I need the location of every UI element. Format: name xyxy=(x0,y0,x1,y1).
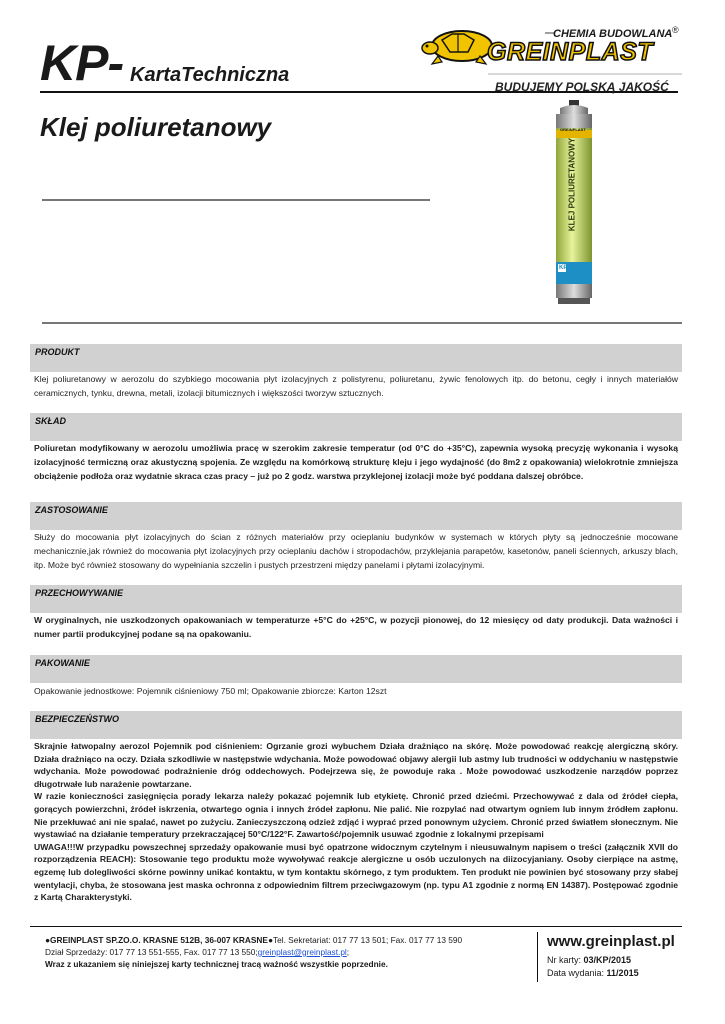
header-bottom-divider xyxy=(42,322,682,324)
product-title: Klej poliuretanowy xyxy=(40,112,272,142)
sales-suffix: ; xyxy=(346,947,350,957)
issue-date-value: 11/2015 xyxy=(606,968,639,978)
can-badge: KP xyxy=(559,265,568,271)
section-bar-bezpieczenstwo xyxy=(30,711,682,739)
section-bar-produkt xyxy=(30,344,682,372)
kp-code: KP- xyxy=(40,35,124,91)
section-heading-zastosowanie: ZASTOSOWANIE xyxy=(35,505,108,515)
footer-address-line xyxy=(45,934,462,946)
safety-paragraph-hazards: Skrajnie łatwopalny aerozol Pojemnik pod ciśnieniem: Ogrzanie grozi wybuchem Działa drażniąco na skórę. Może powodować reakcję alergiczną skóry. Działa drażniąco na oczy. Działa szkodliwie w następstwie wdychania. Może powodować objawy alergii lub astmy lub trudności w oddychaniu w następstwie wdychania. Może powodować podrażnienie dróg oddechowych. Podejrzewa się, że powoduje raka . Może powodować uszkodzenie narządów poprzez długotrwałe lub narażenie powtarzane. xyxy=(34,741,678,789)
card-number xyxy=(547,954,631,966)
brand-name: GREINPLAST xyxy=(487,38,654,66)
registered-mark: ® xyxy=(672,25,679,35)
can-label-text: KLEJ POLIURETANOWY xyxy=(567,137,577,232)
company-address: ●GREINPLAST SP.ZO.O. KRASNE 512B, 36-007 KRASNE● xyxy=(45,935,273,945)
section-text-bezpieczenstwo xyxy=(34,740,678,904)
section-bar-pakowanie xyxy=(30,655,682,683)
title-underline xyxy=(42,199,430,201)
safety-paragraph-precautions: W razie konieczności zasięgnięcia porady lekarza należy pokazać pojemnik lub etykietę. Chronić przed dziećmi. Przechowywać z dala od źródeł ciepła, gorących powierzchni, źródeł iskrzenia, otwartego ognia i innych źródeł zapłonu. Nie palić. Nie rozpylać nad otwartym ogniem lub innym źródłem zapłonu. Nie przekłuwać ani nie spalać, nawet po zużyciu. Zanieczyszczoną odzież zdjąć i wyprać przed ponownym użyciem. Chronić przed światłem słonecznym. Nie wystawiać na działanie temperatury przekraczającej 50°C/122°F. Zawartość/pojemnik usuwać zgodnie z lokalnymi przepisami xyxy=(34,791,678,840)
section-text-produkt: Klej poliuretanowy w aerozolu do szybkiego mocowania płyt izolacyjnych z polistyrenu, poliuretanu, żywic fenolowych itp. do betonu, cegły i innych materiałów ceramicznych, tynku, drewna, metali, izolacji bitumicznych i większości tworzyw sztucznych. xyxy=(34,374,678,398)
section-text-sklad: Poliuretan modyfikowany w aerozolu umożliwia pracę w szerokim zakresie temperatur (od 0°C do +35°C), zapewnia wysoką precyzję wykonania i wysoką izolacyjność termiczną oraz akustyczną spojenia. Ze względu na komórkową strukturę kleju i jego wydajność (do 8m2 z opakowania) wielokrotnie zmniejsza obciążenie podłoża oraz wydatnie skraca czas pracy – już po 2 godz. warstwa przyklejonej izolacji może być poddana dalszej obróbce. xyxy=(34,443,678,481)
brand-slogan: BUDUJEMY POLSKĄ JAKOŚĆ xyxy=(495,80,669,94)
footer-sales-line xyxy=(45,946,349,958)
issue-date-label: Data wydania: xyxy=(547,968,607,978)
section-heading-pakowanie: PAKOWANIE xyxy=(35,658,90,668)
footer-column-divider xyxy=(537,932,538,982)
can-brand-text: GREINPLAST xyxy=(560,127,586,132)
section-bar-zastosowanie xyxy=(30,502,682,530)
section-heading-sklad: SKŁAD xyxy=(35,416,66,426)
document-type: KartaTechniczna xyxy=(130,64,290,86)
section-text-pakowanie: Opakowanie jednostkowe: Pojemnik ciśnieniowy 750 ml; Opakowanie zbiorcze: Karton 12szt xyxy=(34,686,387,696)
website-link[interactable]: www.greinplast.pl xyxy=(547,933,675,950)
card-number-value: 03/KP/2015 xyxy=(583,955,632,965)
footer-validity-note: Wraz z ukazaniem się niniejszej karty technicznej tracą ważność wszystkie poprzednie. xyxy=(45,959,388,969)
company-phones: Tel. Sekretariat: 017 77 13 501; Fax. 017 77 13 590 xyxy=(272,935,463,945)
section-heading-przechowywanie: PRZECHOWYWANIE xyxy=(35,588,124,598)
email-link[interactable]: greinplast@greinplast.pl xyxy=(257,947,347,957)
section-bar-sklad xyxy=(30,413,682,441)
section-text-przechowywanie: W oryginalnych, nie uszkodzonych opakowaniach w temperaturze +5°C do +25°C, w pozycji pionowej, do 12 miesięcy od daty produkcji. Data ważności i numer partii produkcyjnej podane są na opakowaniu. xyxy=(34,615,678,639)
logo-tagline: CHEMIA BUDOWLANA xyxy=(553,28,673,40)
safety-paragraph-warning: UWAGA!!!W przypadku powszechnej sprzedaży opakowanie musi być opatrzone widocznym czytelnym i nieusuwalnym napisem o treści (załącznik XVII do rozporządzenia REACH): Stosowanie tego produktu może wywoływać reakcje alergiczne u osób uczulonych na diizocyjaniany. Osoby cierpiące na astmę, egzemę lub dolegliwości skórne powinny unikać kontaktu, w tym kontaktu skórnego, z tym produktem. Ten produkt nie powinien być stosowany przy słabej wentylacji, chyba, że stosowana jest maska ochronna z odpowiednim filtrem przeciwgazowym (np. typu A1 zgodnie z normą EN 14387). Postępować zgodnie z Kartą Charakterystyki. xyxy=(34,841,678,903)
section-text-zastosowanie: Służy do mocowania płyt izolacyjnych do ścian z różnych materiałów przy ociepla​niu budynków w systemach w których płyty są jednocześnie mocowane mechanicznie,jak również do mocowania płyt izolacyjnych przy ociepla​niu dachów i stropodachów, przyklejania parapetów, kasetonów, paneli ściennych, arkuszy blach, itp. Może być również stosowany do wypełniania szczelin i pustych przestrzeni między panelami i płytami izolacyjnymi. xyxy=(34,532,678,570)
section-bar-przechowywanie xyxy=(30,585,682,613)
issue-date xyxy=(547,967,639,979)
section-heading-bezpieczenstwo: BEZPIECZEŃSTWO xyxy=(35,714,120,724)
footer-divider xyxy=(30,926,682,927)
sales-phones: Dział Sprzedaży: 017 77 13 551-555, Fax. 017 77 13 550; xyxy=(45,947,258,957)
section-heading-produkt: PRODUKT xyxy=(35,347,80,357)
card-number-label: Nr karty: xyxy=(547,955,584,965)
